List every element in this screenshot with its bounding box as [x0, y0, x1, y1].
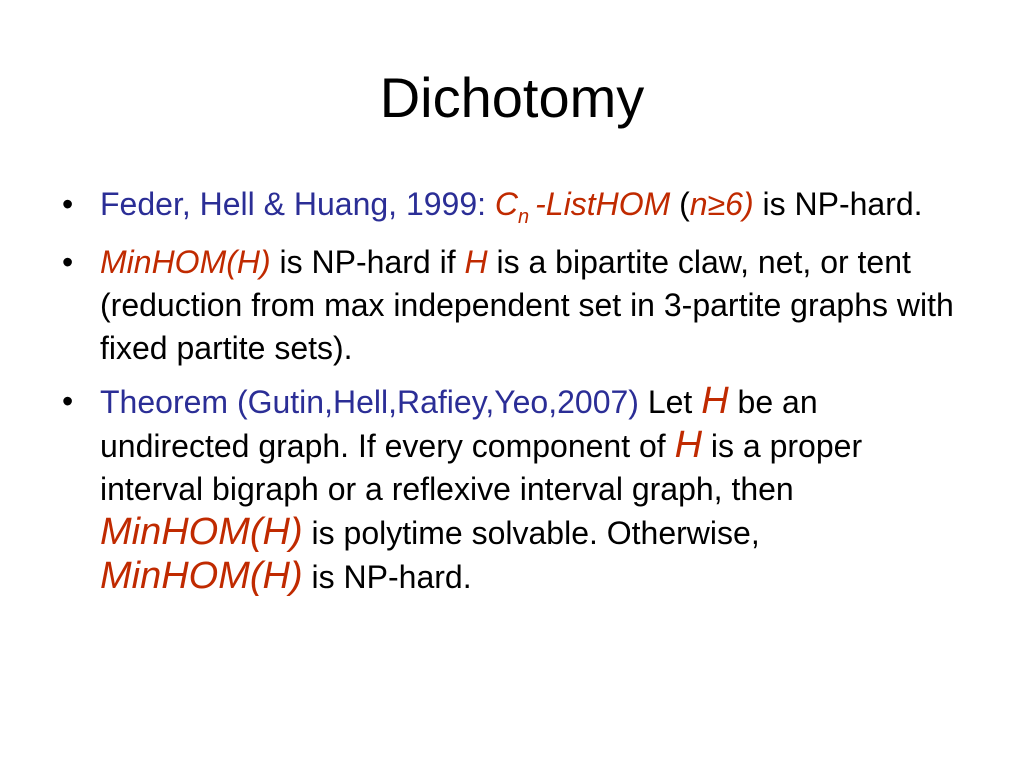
bullet-marker: •: [62, 186, 74, 222]
h-variable: H: [674, 424, 703, 466]
bullet-item-dichotomy-listhom: [62, 183, 962, 231]
conclusion-text: is NP-hard.: [762, 186, 923, 222]
bullet-item-theorem: [62, 380, 962, 599]
slide-title: Dichotomy: [379, 66, 645, 129]
bullet-item-minhom-hardness: [62, 241, 962, 370]
body-text: is NP-hard.: [311, 559, 472, 595]
minhom-term: MinHOM(H): [100, 555, 303, 597]
minhom-term: MinHOM(H): [100, 511, 303, 553]
body-text: is a proper interval bigraph or a reflexive interval graph, then: [100, 428, 863, 507]
paren-open: (: [679, 186, 690, 222]
bullet-list: [62, 183, 962, 599]
h-variable: H: [464, 244, 488, 280]
body-text: is NP-hard if: [279, 244, 456, 280]
listhom-text: -ListHOM: [535, 186, 671, 222]
body-text: is a bipartite claw, net, or tent (reduction from max independent set in 3-partite graphs with fixed partite sets).: [100, 244, 954, 366]
bullet-marker: •: [62, 383, 74, 419]
citation-text: Feder, Hell & Huang, 1999:: [100, 186, 487, 222]
minhom-term: MinHOM(H): [100, 244, 271, 280]
cycle-letter: C: [494, 186, 519, 222]
theorem-citation: Theorem (Gutin,Hell,Rafiey,Yeo,2007): [100, 384, 639, 420]
cycle-symbol: [494, 186, 671, 228]
body-text: is polytime solvable. Otherwise,: [311, 515, 760, 551]
cycle-subscript: n: [518, 206, 530, 228]
condition-text: n≥6): [689, 186, 754, 222]
body-text: Let: [647, 384, 693, 420]
bullet-marker: •: [62, 244, 74, 280]
body-text: be an undirected graph. If every component of: [100, 384, 818, 464]
h-variable: H: [701, 380, 729, 422]
